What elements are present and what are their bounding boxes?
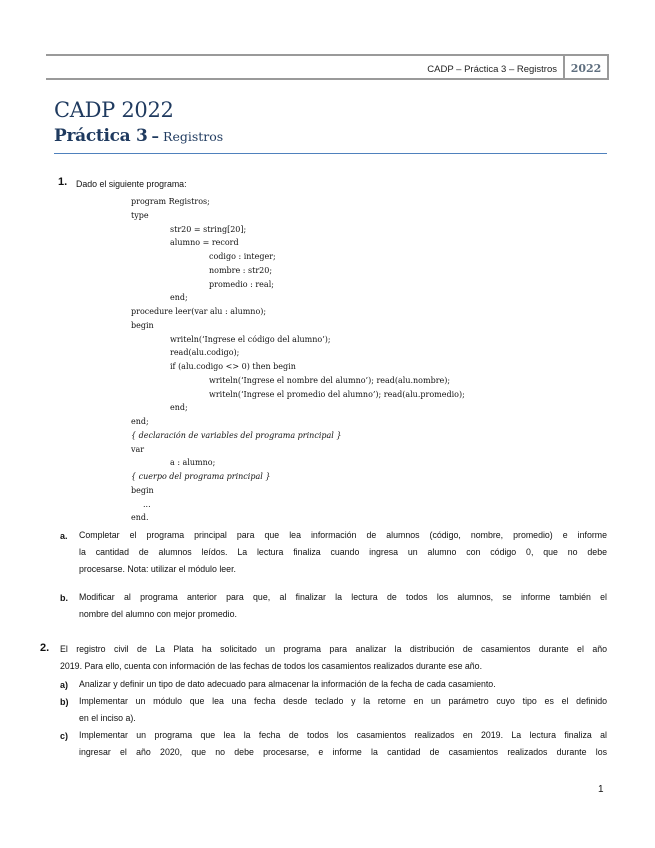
code-line: codigo : integer; [209,252,276,261]
item-1a-letter: a. [60,531,68,541]
code-line: a : alumno; [170,458,216,468]
subtitle-dash: – [151,127,160,145]
text-line: 2019. Para ello, cuenta con información de las fechas de todos los casamientos realizados durante ese año. [60,660,483,671]
code-line: begin [131,320,154,330]
exercise-1-intro: Dado el siguiente programa: [76,179,187,189]
header-text: CADP – Práctica 3 – Registros [427,64,557,75]
code-line: procedure leer(var alu : alumno); [131,307,267,316]
text-line: Completar el programa principal para que lea información de alumnos (código, nombre, promedio) e informe [79,530,607,540]
code-line: type [131,210,149,220]
code-line: writeln(‘Ingrese el promedio del alumno’); read(alu.promedio); [209,389,465,399]
text-line: ingresar el año 2020, que no debe procesarse, e informe la cantidad de casamientos realizados durante los [79,746,607,757]
code-line: str20 = string[20]; [170,224,247,234]
code-line: ... [143,499,151,509]
exercise-2-number: 2. [40,642,50,654]
page-header [46,54,609,80]
document-title: CADP 2022 [54,98,174,122]
code-line: nombre : str20; [209,265,273,275]
text-line: Analizar y definir un tipo de dato adecuado para almacenar la información de la fecha de cada casamiento. [79,679,496,689]
code-line: end; [170,293,188,303]
subtitle-sub: Registros [163,129,224,144]
text-line: Modificar al programa anterior para que, al finalizar la lectura de todos los alumnos, se informe también el [79,592,607,602]
title-divider [54,153,607,154]
code-line: read(alu.codigo); [170,348,240,358]
item-2c-text [79,727,607,761]
code-line: end; [131,417,149,426]
code-line: end. [131,513,149,523]
item-2a-text [79,676,607,693]
code-line: writeln(‘Ingrese el código del alumno’); [170,334,331,344]
item-2b-letter: b) [60,697,69,707]
item-1b-letter: b. [60,593,68,603]
text-line: Implementar un programa que lea la fecha de todos los casamientos realizados en 2019. La lectura finaliza al [79,730,607,740]
item-1b-text [79,589,607,623]
item-1a-text [79,527,607,577]
item-2a-letter: a) [60,680,69,690]
text-line: Implementar un módulo que lea una fecha desde teclado y la retorne en un parámetro cuyo tipo es el definido [79,696,607,706]
text-line: El registro civil de La Plata ha solicitado un programa para analizar la distribución de casamientos durante el año [60,644,607,654]
code-comment: { cuerpo del programa principal } [131,472,271,481]
code-line: program Registros; [131,197,210,206]
item-2c-letter: c) [60,731,69,741]
code-line: var [131,444,145,454]
code-line: end; [170,403,188,413]
code-line: alumno = record [170,238,239,248]
text-line: la cantidad de alumnos leídos. La lectura finaliza cuando ingresa un alumno con código 0, que no debe [79,546,607,557]
header-year-badge: 2022 [563,56,609,78]
exercise-1-number: 1. [58,176,68,188]
code-block [131,195,465,525]
code-line: begin [131,485,154,495]
item-2b-text [79,693,607,727]
code-line: writeln(‘Ingrese el nombre del alumno’); read(alu.nombre); [209,375,451,385]
text-line: en el inciso a). [79,712,136,723]
code-comment: { declaración de variables del programa principal } [131,430,342,440]
text-line: procesarse. Nota: utilizar el módulo leer. [79,563,236,574]
text-line: nombre del alumno con mejor promedio. [79,608,237,619]
exercise-2-intro [60,641,607,675]
code-line: promedio : real; [209,279,274,289]
code-line: if (alu.codigo <> 0) then begin [170,362,296,371]
subtitle-main: Práctica 3 [54,126,148,146]
page-number: 1 [598,784,604,795]
document-subtitle [54,126,223,146]
